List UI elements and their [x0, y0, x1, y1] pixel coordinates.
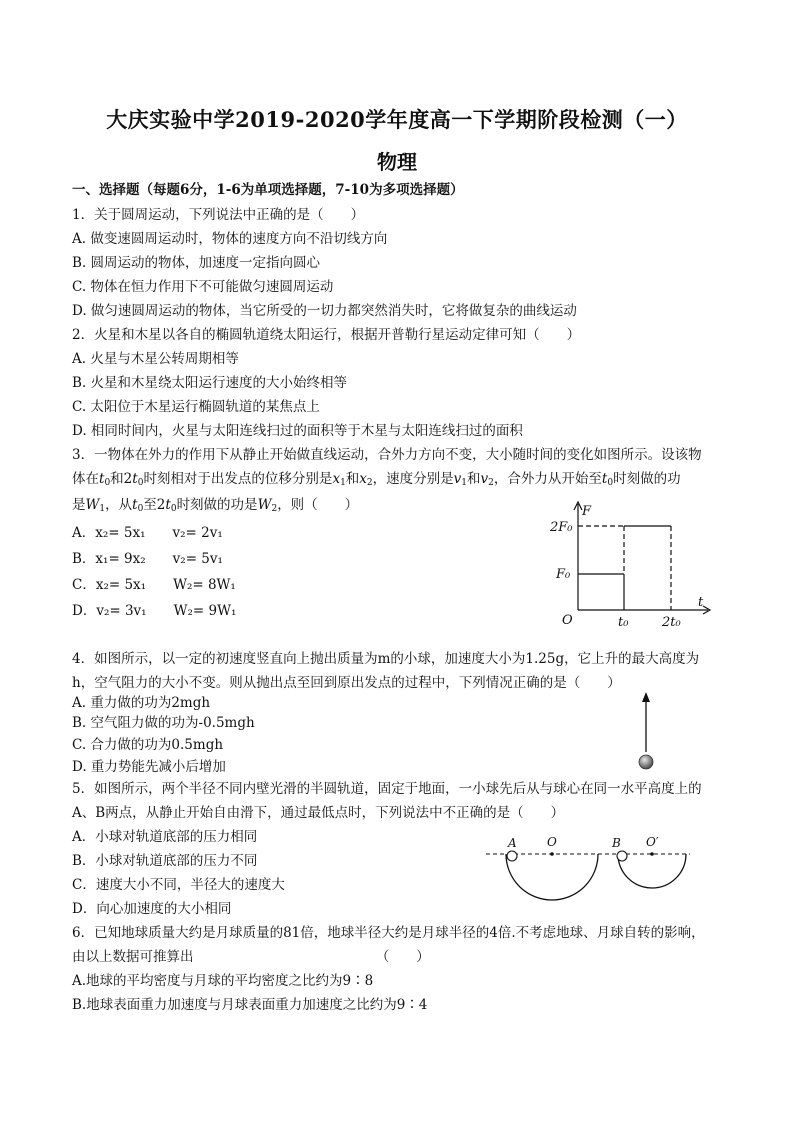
label-a: A [508, 836, 517, 850]
q3-option-a: A．x₂= 5x₁ v₂= 2v₁ [72, 525, 223, 541]
q2-option-a: A. 火星与木星公转周期相等 [72, 351, 239, 367]
ball-icon [639, 755, 653, 769]
q3-option-b: B．x₁= 9x₂ v₂= 5v₁ [72, 551, 223, 567]
graph-label-2t0: 2t₀ [662, 615, 681, 630]
ball-throw-figure [632, 690, 662, 780]
q3-line1: 3．一物体在外力的作用下从静止开始做直线运动，合外力方向不变，大小随时间的变化如图所示。设该物 [72, 447, 702, 463]
q3-line2: 体在$t_0$和$2t_0$时刻相对于出发点的位移分别是$x_1$和$x_2$，速度分别是$v_1$和$v_2$，合外力从开始至$t_0$时刻做的功 [72, 471, 681, 488]
q1-option-a: A. 做变速圆周运动时，物体的速度方向不沿切线方向 [72, 231, 388, 247]
q6-option-a: A.地球的平均密度与月球的平均密度之比约为9∶8 [72, 973, 374, 989]
q3-option-d: D．v₂= 3v₁ W₂= 9W₁ [72, 603, 237, 619]
q5-option-d: D．向心加速度的大小相同 [72, 901, 232, 917]
q4-option-b: B. 空气阻力做的功为-0.5mgh [72, 715, 255, 731]
graph-axis-f: F [582, 504, 592, 519]
force-time-graph [540, 498, 720, 630]
ball-b-icon [617, 851, 627, 861]
q1-option-d: D. 做匀速圆周运动的物体，当它所受的一切力都突然消失时，它将做复杂的曲线运动 [72, 303, 577, 319]
q5-option-b: B．小球对轨道底部的压力不同 [72, 853, 258, 869]
q6-line1: 6．已知地球质量大约是月球质量的81倍，地球半径大约是月球半径的4倍.不考虑地球、月球自转的影响， [72, 925, 705, 941]
q4-option-c: C. 合力做的功为0.5mgh [72, 737, 224, 753]
q6-line2: 由以上数据可推算出 （ ） [72, 949, 430, 965]
graph-label-f0: F₀ [556, 567, 571, 582]
q2-option-b: B. 火星和木星绕太阳运行速度的大小始终相等 [72, 375, 348, 391]
q2-stem: 2．火星和木星以各自的椭圆轨道绕太阳运行，根据开普勒行星运动定律可知（ ） [72, 327, 581, 343]
graph-origin: O [562, 613, 573, 628]
label-o: O [547, 835, 557, 849]
q1-option-c: C. 物体在恒力作用下不可能做匀速圆周运动 [72, 279, 334, 295]
q4-option-d: D. 重力势能先减小后增加 [72, 759, 226, 775]
label-o-prime: O′ [646, 835, 659, 849]
q1-stem: 1．关于圆周运动，下列说法中正确的是（ ） [72, 207, 365, 223]
exam-title: 大庆实验中学2019-2020学年度高一下学期阶段检测（一） [106, 107, 688, 132]
ball-a-icon [507, 851, 517, 861]
subject-title: 物理 [377, 150, 417, 174]
q4-line1: 4．如图所示，以一定的初速度竖直向上抛出质量为m的小球，加速度大小为1.25g，它上升的最大高度为 [72, 651, 700, 667]
q5-option-a: A．小球对轨道底部的压力相同 [72, 829, 258, 845]
q1-option-b: B. 圆周运动的物体，加速度一定指向圆心 [72, 255, 321, 271]
section-heading: 一、选择题（每题6分，1-6为单项选择题，7-10为多项选择题） [72, 182, 464, 198]
q3-option-c: C．x₂= 5x₁ W₂= 8W₁ [72, 577, 236, 593]
q2-option-d: D. 相同时间内，火星与太阳连线扫过的面积等于木星与太阳连线扫过的面积 [72, 423, 523, 439]
graph-axis-t: t [698, 595, 704, 610]
q2-option-c: C. 太阳位于木星运行椭圆轨道的某焦点上 [72, 399, 320, 415]
q5-option-c: C．速度大小不同，半径大的速度大 [72, 877, 285, 893]
q3-line3: 是$W_1$，从$t_0$至$2t_0$时刻做的功是$W_2$，则（ ） [72, 497, 359, 514]
label-b: B [612, 836, 621, 850]
q6-option-b: B.地球表面重力加速度与月球表面重力加速度之比约为9∶4 [72, 997, 428, 1013]
q5-line2: A、B两点，从静止开始自由滑下，通过最低点时，下列说法中不正确的是（ ） [72, 805, 565, 821]
semicircle-tracks-figure [484, 832, 694, 904]
graph-label-t0: t₀ [618, 615, 629, 630]
q4-option-a: A. 重力做的功为2mgh [72, 695, 211, 711]
q5-line1: 5．如图所示，两个半径不同内壁光滑的半圆轨道，固定于地面，一小球先后从与球心在同一水平高度上的 [72, 781, 702, 797]
graph-label-2f0: 2F₀ [550, 520, 573, 535]
q4-line2: h，空气阻力的大小不变。则从抛出点至回到原出发点的过程中，下列情况正确的是（ ） [72, 675, 621, 691]
